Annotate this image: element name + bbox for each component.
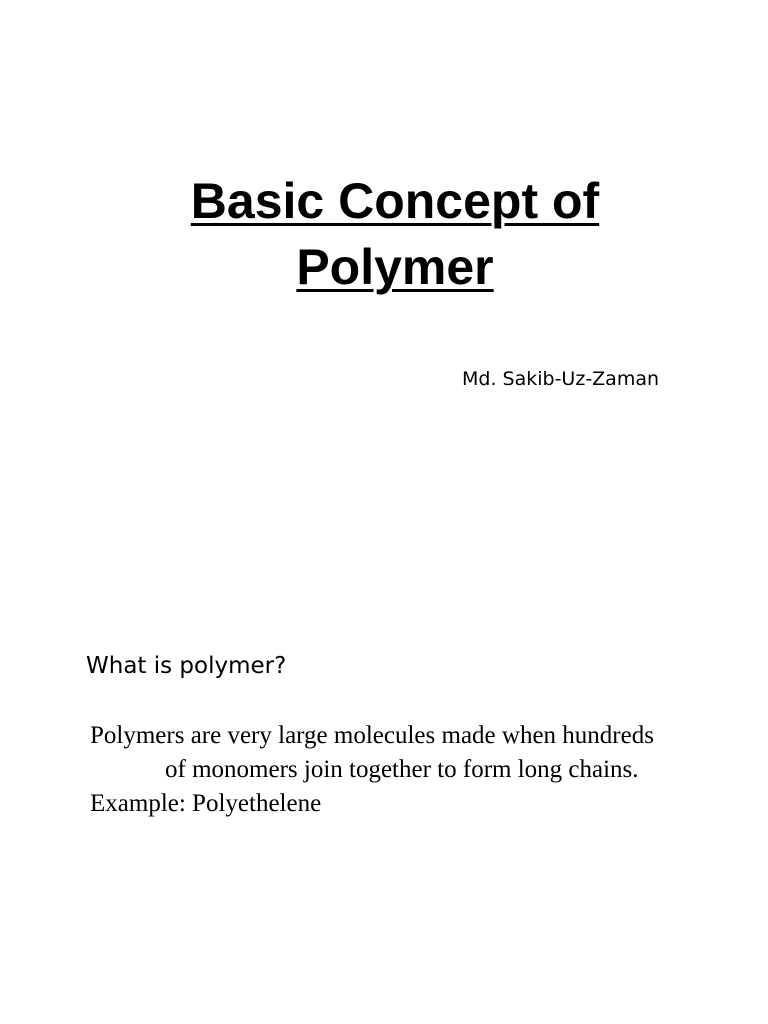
author-name: Md. Sakib-Uz-Zaman <box>462 368 660 390</box>
definition-line-2: of monomers join together to form long chains. <box>165 756 639 783</box>
section-heading: What is polymer? <box>86 653 287 679</box>
slide-title <box>0 168 768 300</box>
example-line: Example: Polyethelene <box>90 790 322 817</box>
title-line-2: Polymer <box>296 239 494 295</box>
title-line-1: Basic Concept of <box>190 173 600 229</box>
definition-line-1: Polymers are very large molecules made when hundreds <box>90 722 654 749</box>
definition-text <box>90 719 654 821</box>
